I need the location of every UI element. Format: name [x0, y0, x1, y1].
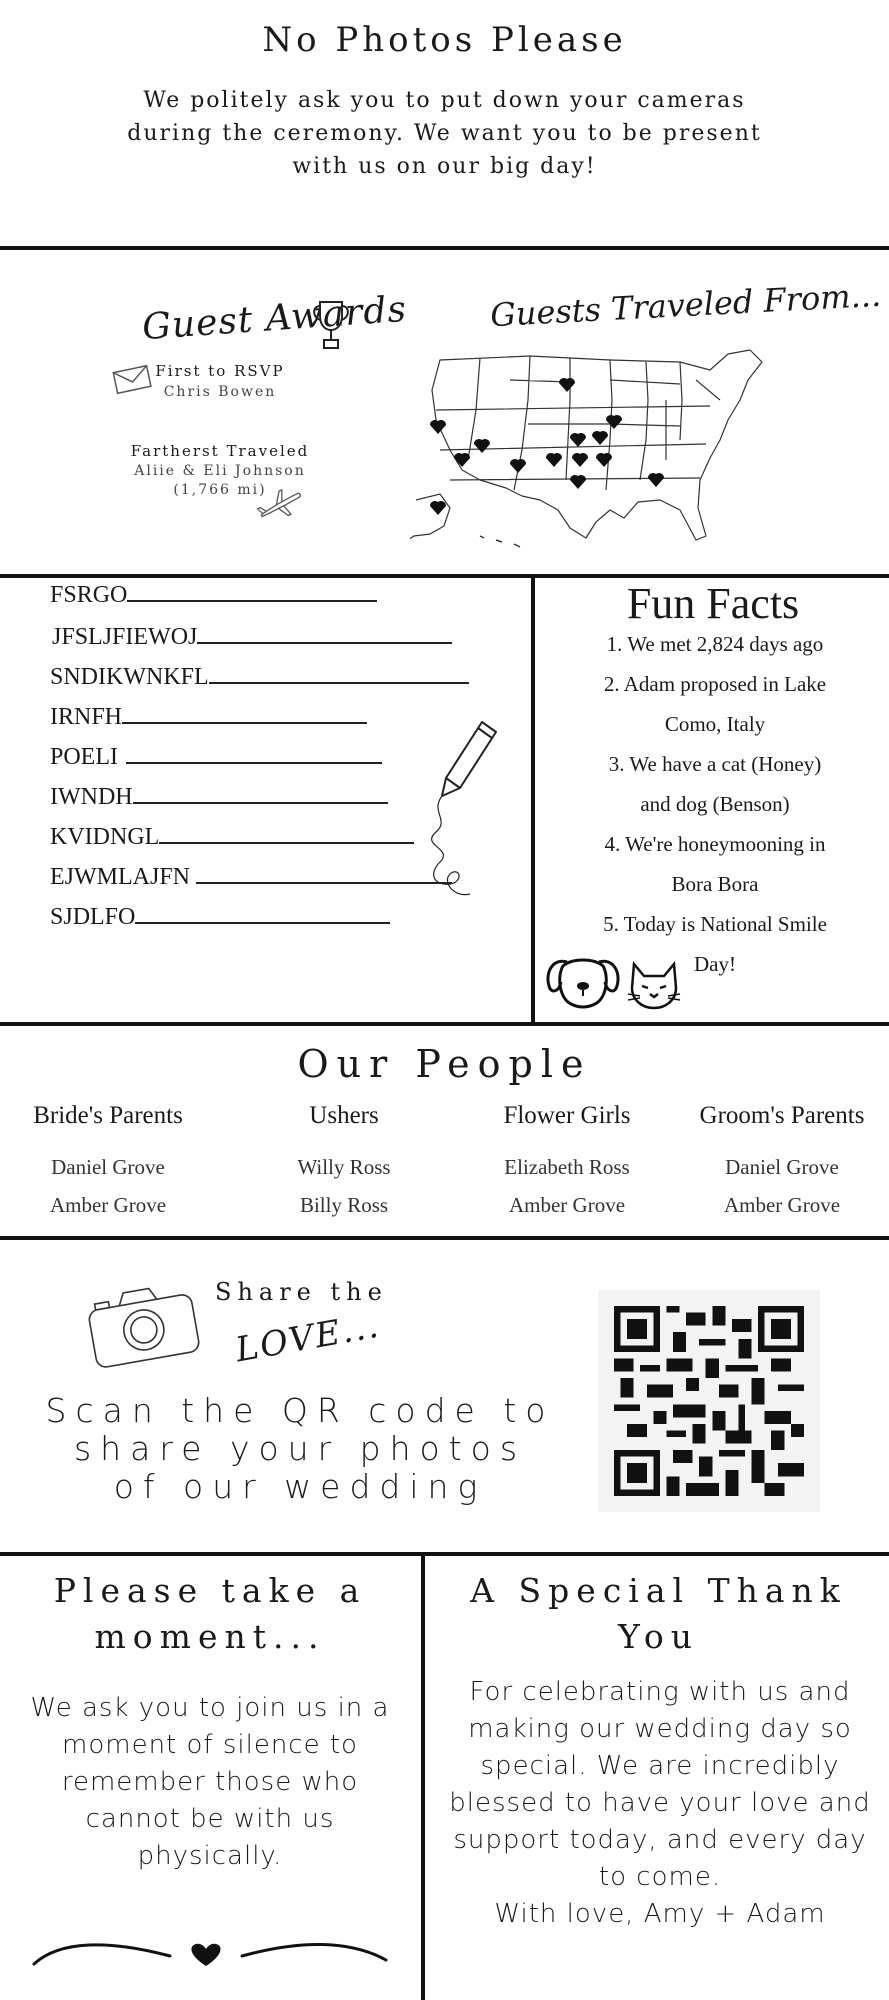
person-name: Amber Grove	[508, 1193, 626, 1217]
qr-code[interactable]	[598, 1290, 820, 1512]
love-label: LOVE...	[232, 1305, 384, 1371]
answer-blank[interactable]	[133, 786, 388, 804]
person-name: Daniel Grove	[51, 1155, 165, 1179]
scramble-row	[50, 582, 377, 609]
heart-icon	[191, 1944, 220, 1966]
scramble-word: SNDIKWNKFL	[50, 664, 209, 690]
scramble-row	[50, 704, 367, 731]
scramble-word: IRNFH	[50, 704, 123, 730]
person-name: Amber Grove	[723, 1193, 841, 1217]
guests-traveled-title: Guests Traveled From...	[489, 275, 882, 335]
person-name: Elizabeth Ross	[504, 1155, 630, 1179]
our-people-section	[0, 1026, 889, 1236]
us-map	[410, 340, 770, 550]
answer-blank[interactable]	[122, 706, 367, 724]
dog-icon	[543, 952, 623, 1010]
alaska-outline	[410, 494, 450, 540]
answer-blank[interactable]	[159, 826, 414, 844]
thank-you-title: A Special Thank You	[470, 1571, 847, 1656]
state-borders	[436, 356, 720, 490]
column-divider	[531, 578, 535, 1022]
people-group-heading: Ushers	[309, 1102, 379, 1129]
person-name: Amber Grove	[49, 1193, 167, 1217]
fun-fact-line: 2. Adam proposed in Lake	[603, 672, 827, 696]
no-photos-text: We politely ask you to put down your cameras during the ceremony. We want you to be present with us on our big day!	[127, 88, 762, 179]
envelope-icon	[112, 364, 152, 394]
farthest-traveled-label: Fartherst Traveled	[130, 442, 310, 460]
closing-section	[0, 1556, 889, 2000]
people-group-heading: Bride's Parents	[33, 1102, 183, 1129]
fun-fact-line: 3. We have a cat (Honey)	[608, 752, 822, 776]
scramble-word: IWNDH	[50, 784, 133, 810]
fun-fact-line: 1. We met 2,824 days ago	[606, 632, 824, 656]
fun-fact-line: 4. We're honeymooning in	[604, 832, 826, 856]
people-group-heading: Flower Girls	[503, 1102, 631, 1129]
moment-text: We ask you to join us in a moment of silence to remember those who cannot be with us physically.	[30, 1693, 390, 1871]
farthest-traveled-distance: (1,766 mi)	[173, 482, 267, 498]
trophy-icon	[310, 298, 352, 354]
cat-icon	[626, 960, 682, 1010]
scramble-word: SJDLFO	[50, 904, 136, 930]
heart-flourish	[30, 1930, 390, 1974]
scan-qr-text: Scan the QR code to share your photos of our wedding	[45, 1391, 555, 1506]
camera-icon	[85, 1280, 201, 1370]
people-group	[462, 1102, 672, 1224]
scramble-row	[50, 824, 414, 851]
fun-fact-line: Day!	[694, 952, 736, 976]
moment-title: Please take a moment...	[53, 1571, 367, 1656]
scramble-row	[50, 664, 469, 691]
answer-blank[interactable]	[196, 866, 452, 884]
awards-travel-section	[0, 250, 889, 574]
scramble-row	[52, 624, 452, 651]
answer-blank[interactable]	[127, 584, 377, 602]
scramble-row	[50, 864, 452, 891]
scramble-row	[50, 904, 390, 931]
guest-awards-title: Guest Awards	[140, 288, 409, 349]
answer-blank[interactable]	[197, 626, 452, 644]
person-name: Willy Ross	[297, 1155, 391, 1179]
fun-facts-title: Fun Facts	[626, 579, 800, 628]
airplane-icon	[255, 488, 305, 522]
scramble-word: KVIDNGL	[50, 824, 160, 850]
scramble-row	[50, 744, 382, 771]
qr-code-image	[614, 1306, 804, 1496]
hawaii-outline	[480, 536, 520, 547]
games-facts-section	[0, 578, 889, 1022]
answer-blank[interactable]	[209, 666, 469, 684]
people-group	[3, 1102, 213, 1224]
share-section	[0, 1240, 889, 1552]
fun-facts-list	[555, 624, 875, 984]
no-photos-section	[0, 0, 889, 246]
answer-blank[interactable]	[126, 746, 382, 764]
person-name: Billy Ross	[299, 1193, 389, 1217]
person-name: Daniel Grove	[725, 1155, 839, 1179]
farthest-traveled-names: Aliie & Eli Johnson	[134, 463, 306, 479]
fun-fact-line: 5. Today is National Smile	[603, 912, 827, 936]
thank-you-text	[440, 1674, 880, 1933]
scramble-word: FSRGO	[50, 582, 128, 608]
fun-fact-line: Como, Italy	[664, 712, 766, 736]
fun-fact-line: and dog (Benson)	[640, 792, 790, 816]
thank-you-signoff: With love, Amy + Adam	[494, 1899, 826, 1929]
answer-blank[interactable]	[135, 906, 390, 924]
scramble-word: POELI	[50, 744, 118, 770]
column-divider	[421, 1556, 425, 2000]
share-the-label: Share the	[215, 1278, 388, 1306]
scramble-word: EJWMLAJFN	[50, 864, 191, 890]
people-group	[239, 1102, 449, 1224]
scramble-word: JFSLJFIEWOJ	[52, 624, 198, 650]
no-photos-title: No Photos Please	[262, 20, 627, 60]
thank-you-body: For celebrating with us and making our wedding day so special. We are incredibly blessed to have your love and support today, and every day to come.	[449, 1677, 871, 1892]
our-people-title: Our People	[297, 1042, 592, 1086]
people-group-heading: Groom's Parents	[699, 1102, 865, 1129]
first-rsvp-name: Chris Bowen	[163, 384, 277, 400]
first-rsvp-label: First to RSVP	[155, 362, 285, 380]
people-group	[677, 1102, 887, 1224]
scramble-row	[50, 784, 388, 811]
pencil-icon	[420, 716, 510, 906]
fun-fact-line: Bora Bora	[671, 872, 759, 896]
